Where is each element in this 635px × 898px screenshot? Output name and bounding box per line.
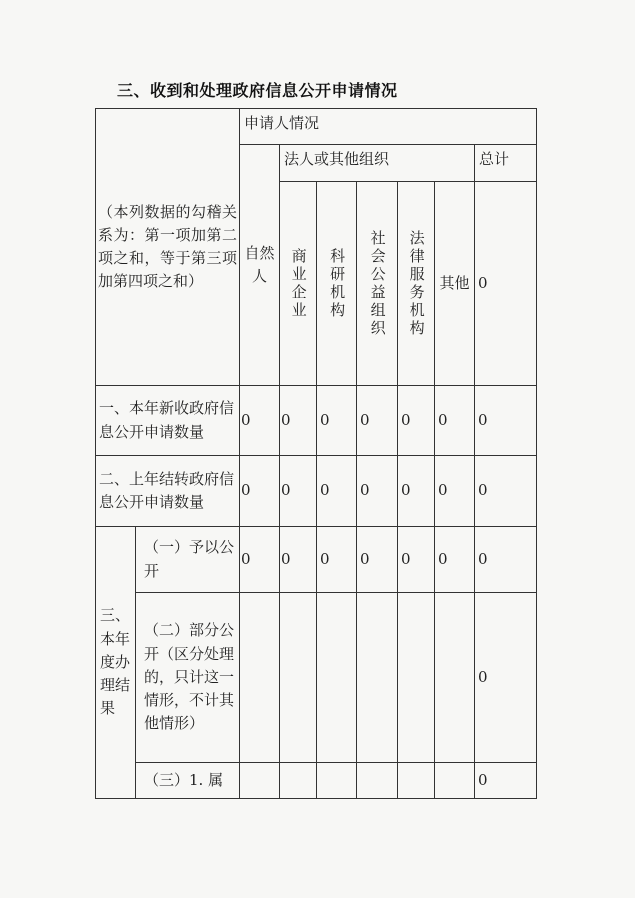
table-cell: 0 [280,527,317,593]
row3-1-label: （一）予以公开 [144,538,235,580]
row3-3-label: （三）1. 属 [144,770,224,789]
table-cell: 0 [357,386,398,456]
research-institution-label: 科研机构 [328,247,347,320]
row-label [136,593,240,763]
table-cell: 0 [280,386,317,456]
table-cell [280,593,317,763]
table-cell: 0 [317,456,357,527]
header-total-value [475,182,537,386]
commercial-enterprise-label: 商业企业 [289,247,308,320]
row-label [96,386,240,456]
table-cell [317,763,357,799]
legal-person-group-label: 法人或其他组织 [284,150,390,168]
table-cell: 0 [435,527,475,593]
table-cell: 0 [317,527,357,593]
table-cell [357,763,398,799]
section3-label: 三、本年度办理结果 [100,606,131,718]
total-header [475,145,537,182]
left-note-cell [96,109,240,386]
header-total-number: 0 [478,273,488,292]
left-note-text: （本列数据的勾稽关系为：第一项加第二项之和，等于第三项加第四项之和） [98,202,237,291]
table-cell: 0 [398,456,435,527]
applicant-situation-header [240,109,537,145]
table-row [96,593,537,763]
total-label: 总计 [479,150,510,168]
table-cell: 0 [475,527,537,593]
table-cell: 0 [475,763,537,799]
table-cell [240,593,280,763]
natural-person-label: 自然人 [244,243,275,285]
row1-label: 一、本年新收政府信息公开申请数量 [99,399,235,441]
social-welfare-org-label: 社会公益组织 [368,229,387,338]
table-cell: 0 [280,456,317,527]
table-cell: 0 [240,386,280,456]
table-cell [435,763,475,799]
applicant-situation-label: 申请人情况 [244,114,320,132]
social-welfare-org-header [357,182,398,386]
table-cell: 0 [357,456,398,527]
table-row [96,527,537,593]
table-cell [398,593,435,763]
row-label [136,763,240,799]
row2-label: 二、上年结转政府信息公开申请数量 [99,469,235,511]
table-cell: 0 [240,527,280,593]
other-label: 其他 [439,273,470,292]
table-cell: 0 [398,386,435,456]
row-label [136,527,240,593]
row3-2-label: （二）部分公开（区分处理的，只计这一情形，不计其他情形） [144,621,235,733]
legal-person-group-header [280,145,475,182]
table-cell [317,593,357,763]
table-cell: 0 [435,456,475,527]
table-row [96,763,537,799]
natural-person-header [240,145,280,386]
section3-label-cell [96,527,136,799]
table-cell [280,763,317,799]
page-heading: 三、收到和处理政府信息公开申请情况 [117,81,398,100]
table-cell: 0 [357,527,398,593]
table-row [96,386,537,456]
row-label [96,456,240,527]
table-cell: 0 [435,386,475,456]
table-cell: 0 [317,386,357,456]
commercial-enterprise-header [280,182,317,386]
table-cell: 0 [475,456,537,527]
application-statistics-table [95,108,537,799]
research-institution-header [317,182,357,386]
table-cell [357,593,398,763]
table-cell: 0 [240,456,280,527]
table-cell [398,763,435,799]
table-cell: 0 [475,593,537,763]
legal-service-label: 法律服务机构 [407,229,426,338]
table-cell [435,593,475,763]
table-cell: 0 [475,386,537,456]
table-row [96,456,537,527]
table-cell: 0 [398,527,435,593]
other-header [435,182,475,386]
table-cell [240,763,280,799]
legal-service-header [398,182,435,386]
